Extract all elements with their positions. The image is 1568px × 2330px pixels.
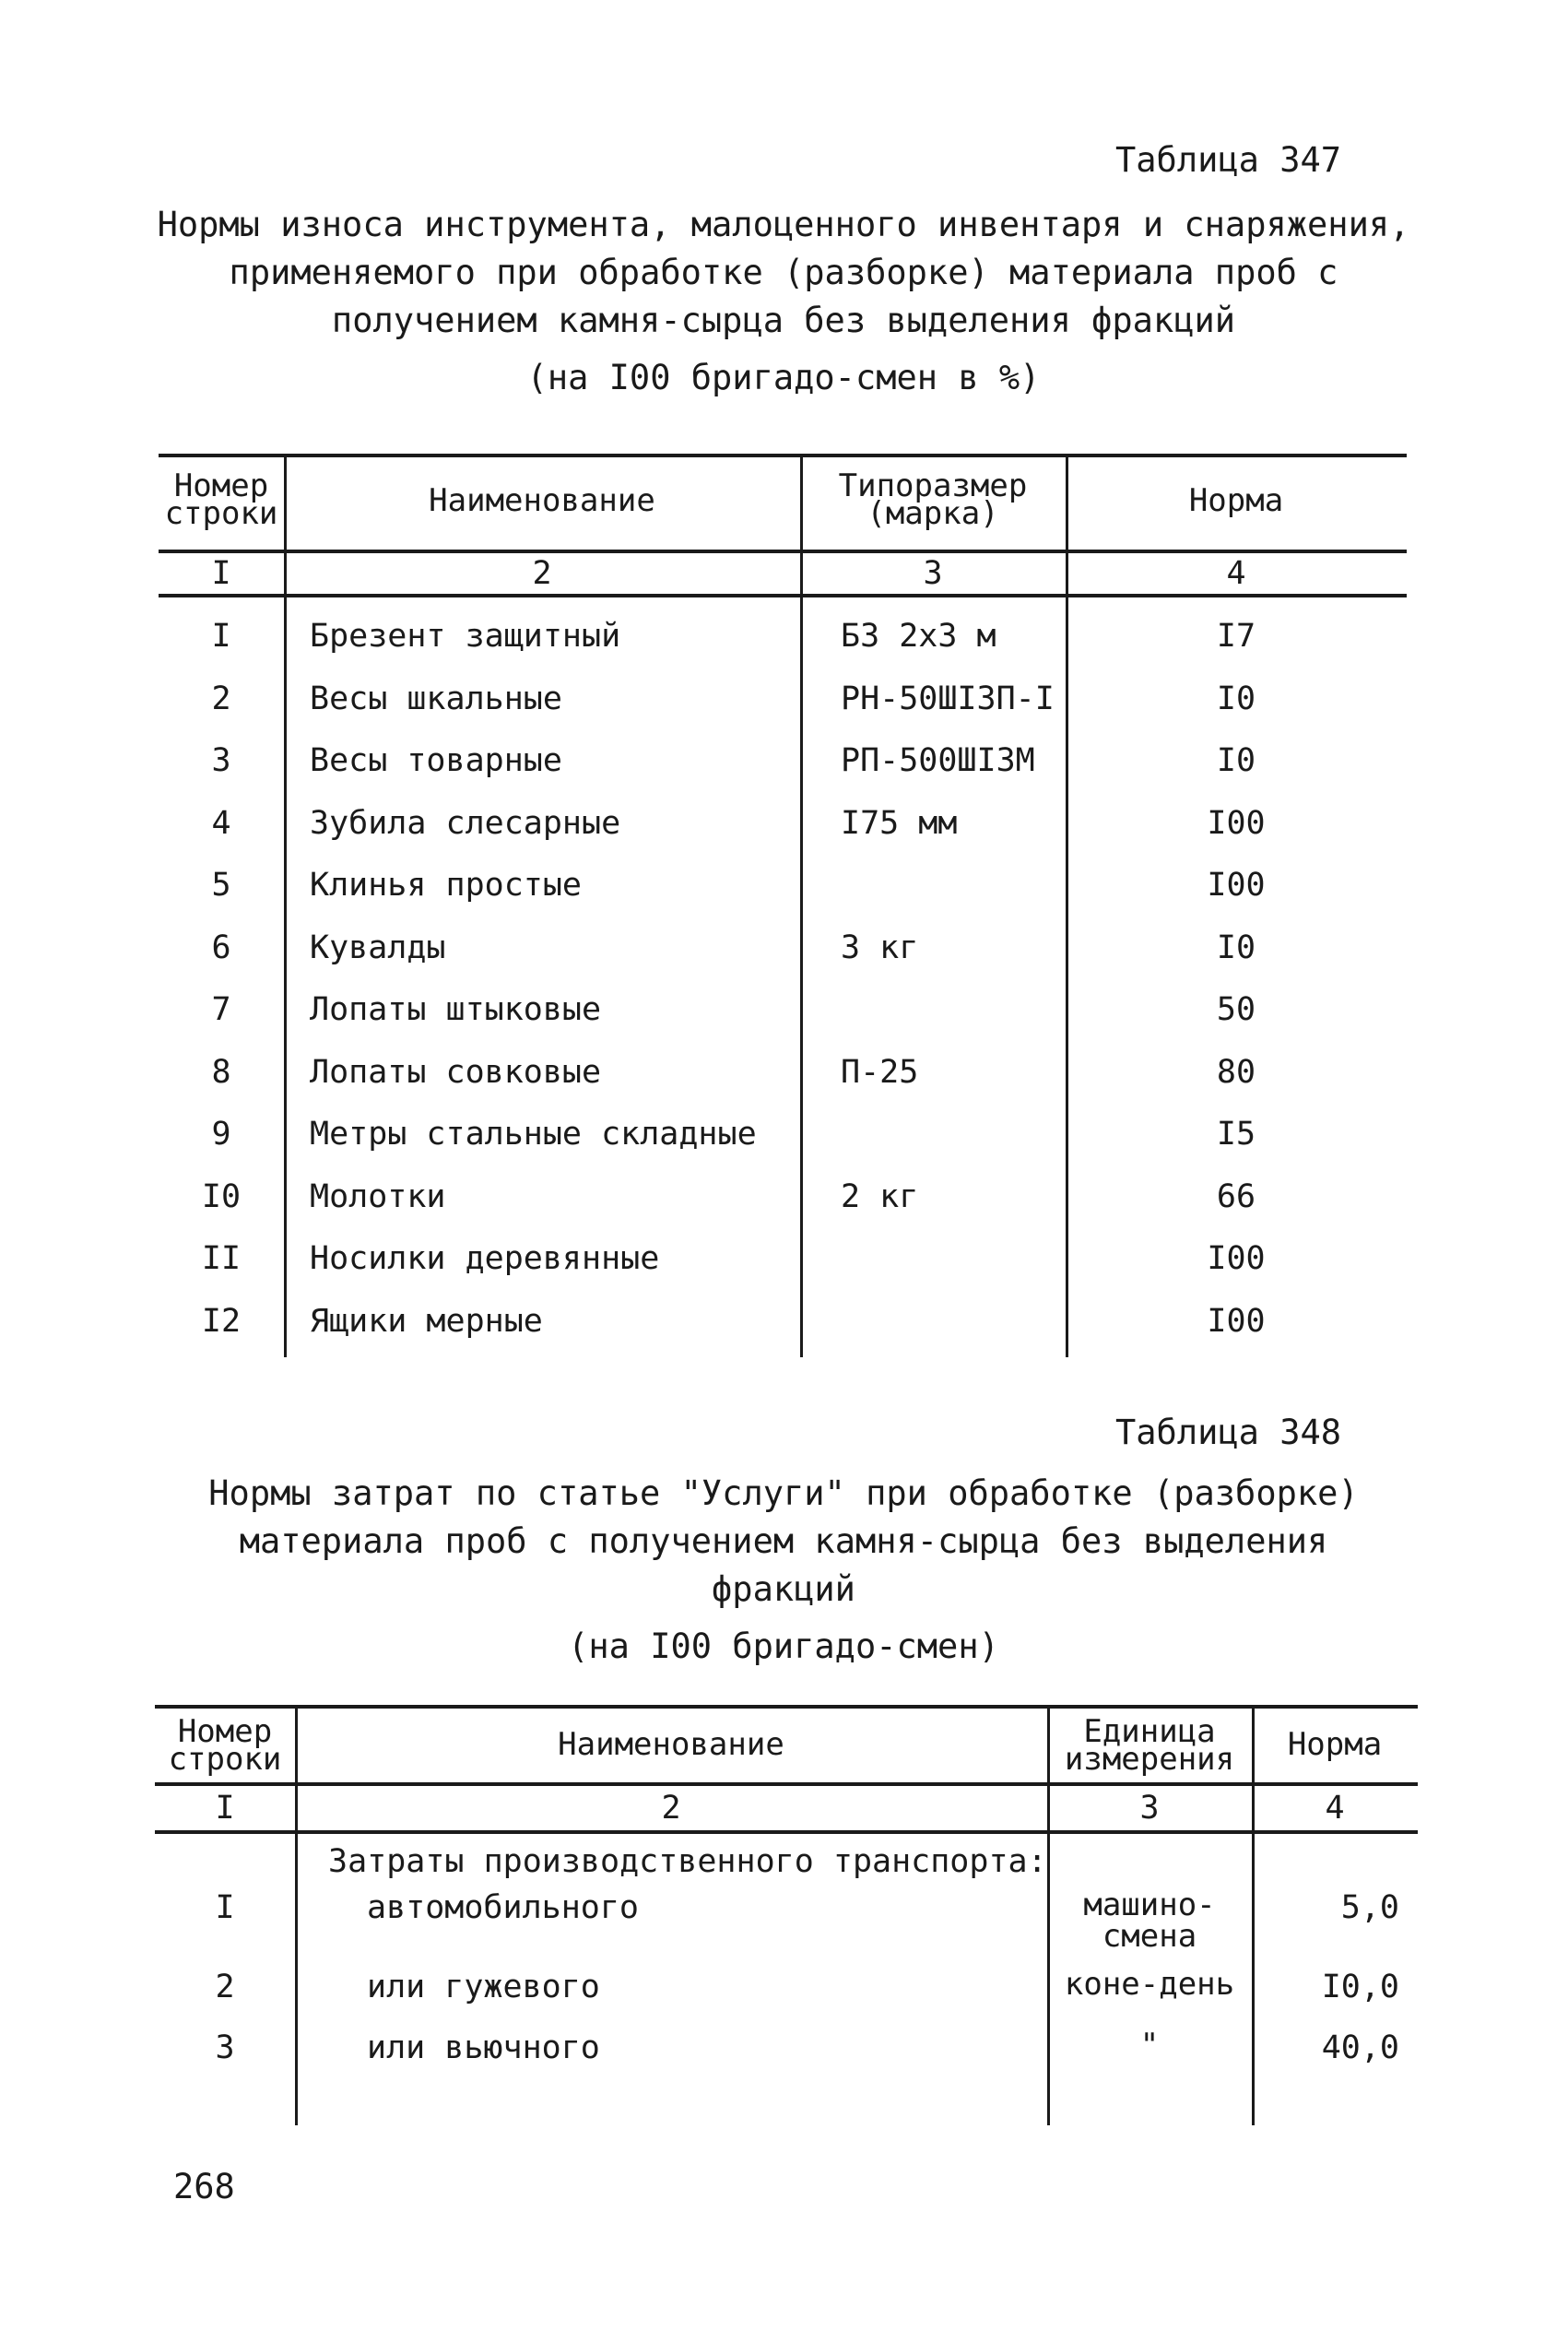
header-name: Наименование: [558, 1726, 784, 1763]
page-number: 268: [173, 2167, 235, 2206]
item-name: Кувалды: [310, 928, 446, 966]
table-347-title: [138, 201, 1429, 345]
row-number: 6: [211, 928, 231, 966]
item-unit: ": [1139, 2027, 1160, 2064]
table-347-label: Таблица 347: [1115, 140, 1342, 180]
col-number: 4: [1226, 555, 1246, 592]
item-norm: I0: [1216, 742, 1256, 779]
title-line: материала проб с получением камня-сырца без выделения: [239, 1521, 1328, 1561]
item-name: или гужевого: [367, 1969, 600, 2005]
header-row-number: Номер строки: [168, 1713, 282, 1778]
item-name: Лопаты штыковые: [310, 991, 602, 1028]
item-norm: I00: [1207, 1240, 1266, 1277]
row-number: 9: [211, 1116, 231, 1153]
col-number: 2: [661, 1790, 681, 1827]
item-norm: I0,0: [1321, 1969, 1399, 2005]
col-number: 2: [532, 555, 552, 592]
item-name: или вьючного: [367, 2029, 600, 2066]
item-name: Ящики мерные: [310, 1302, 543, 1340]
table-rule: [155, 1830, 1418, 1834]
item-type: I75 мм: [841, 804, 958, 842]
table-rule: [159, 550, 1407, 553]
item-norm: I7: [1216, 618, 1256, 655]
title-line: Нормы затрат по статье "Услуги" при обработке (разборке): [208, 1473, 1359, 1513]
item-name: Зубила слесарные: [310, 804, 621, 842]
header-name: Наименование: [429, 482, 655, 519]
table-348-unit-note: (на I00 бригадо-смен): [568, 1626, 999, 1666]
item-norm: 66: [1216, 1177, 1256, 1215]
row-number: 3: [215, 2029, 235, 2066]
item-name: Лопаты совковые: [310, 1053, 602, 1091]
row-number: I2: [201, 1302, 242, 1340]
item-name: Молотки: [310, 1177, 446, 1215]
table-348-title: [138, 1470, 1429, 1614]
row-number: 7: [211, 991, 231, 1028]
item-unit: смена: [1102, 1918, 1197, 1955]
item-type: П-25: [841, 1053, 919, 1091]
group-label: Затраты производственного транспорта:: [328, 1843, 1047, 1880]
table-348-label: Таблица 348: [1115, 1413, 1342, 1452]
table-rule: [155, 1782, 1418, 1786]
item-unit: коне-день: [1064, 1966, 1235, 2003]
row-number: 2: [215, 1969, 235, 2005]
item-norm: 40,0: [1321, 2029, 1399, 2066]
item-type: 2 кг: [841, 1177, 919, 1215]
row-number: 4: [211, 804, 231, 842]
title-line: Нормы износа инструмента, малоценного инвентаря и снаряжения,: [157, 205, 1410, 244]
header-norm: Норма: [1287, 1726, 1383, 1763]
col-number: 3: [1139, 1790, 1160, 1827]
column-divider: [295, 1705, 298, 2125]
header-unit: Единица измерения: [1064, 1713, 1235, 1778]
table-rule: [159, 594, 1407, 597]
row-number: 2: [211, 680, 231, 717]
item-name: Весы товарные: [310, 742, 562, 779]
item-name: Брезент защитный: [310, 618, 621, 655]
item-norm: 50: [1216, 991, 1256, 1028]
table-347-unit-note: (на I00 бригадо-смен в %): [526, 358, 1041, 397]
col-number: I: [215, 1790, 235, 1827]
item-norm: 80: [1216, 1053, 1256, 1091]
title-line: фракций: [712, 1569, 855, 1609]
item-unit: машино-: [1083, 1886, 1216, 1923]
title-line: получением камня-сырца без выделения фракций: [331, 301, 1236, 340]
row-number: 8: [211, 1053, 231, 1091]
table-rule: [159, 454, 1407, 457]
row-number: 5: [211, 867, 231, 904]
item-norm: I0: [1216, 928, 1256, 966]
row-number: II: [201, 1240, 242, 1277]
header-norm: Норма: [1188, 482, 1284, 519]
item-name: Клинья простые: [310, 867, 583, 904]
col-number: 3: [923, 555, 943, 592]
col-number: 4: [1325, 1790, 1345, 1827]
item-norm: I00: [1207, 1302, 1266, 1340]
item-norm: I0: [1216, 680, 1256, 717]
header-type: Типоразмер (марка): [838, 467, 1028, 532]
item-norm: I00: [1207, 867, 1266, 904]
item-name: Метры стальные складные: [310, 1116, 757, 1153]
item-norm: 5,0: [1340, 1889, 1399, 1926]
item-name: автомобильного: [367, 1889, 640, 1926]
item-norm: I5: [1216, 1116, 1256, 1153]
row-number: I: [211, 618, 231, 655]
item-name: Носилки деревянные: [310, 1240, 660, 1277]
row-number: I0: [201, 1177, 242, 1215]
item-norm: I00: [1207, 804, 1266, 842]
item-type: РН-50ШI3П-I: [841, 680, 1055, 717]
column-divider: [1252, 1705, 1255, 2125]
item-type: 3 кг: [841, 928, 919, 966]
col-number: I: [211, 555, 231, 592]
title-line: применяемого при обработке (разборке) материала проб с: [229, 253, 1338, 292]
item-type: РП-500ШI3М: [841, 742, 1035, 779]
row-number: I: [215, 1889, 235, 1926]
item-name: Весы шкальные: [310, 680, 562, 717]
table-rule: [155, 1705, 1418, 1709]
header-row-number: Номер строки: [164, 467, 278, 532]
row-number: 3: [211, 742, 231, 779]
item-type: БЗ 2х3 м: [841, 618, 996, 655]
